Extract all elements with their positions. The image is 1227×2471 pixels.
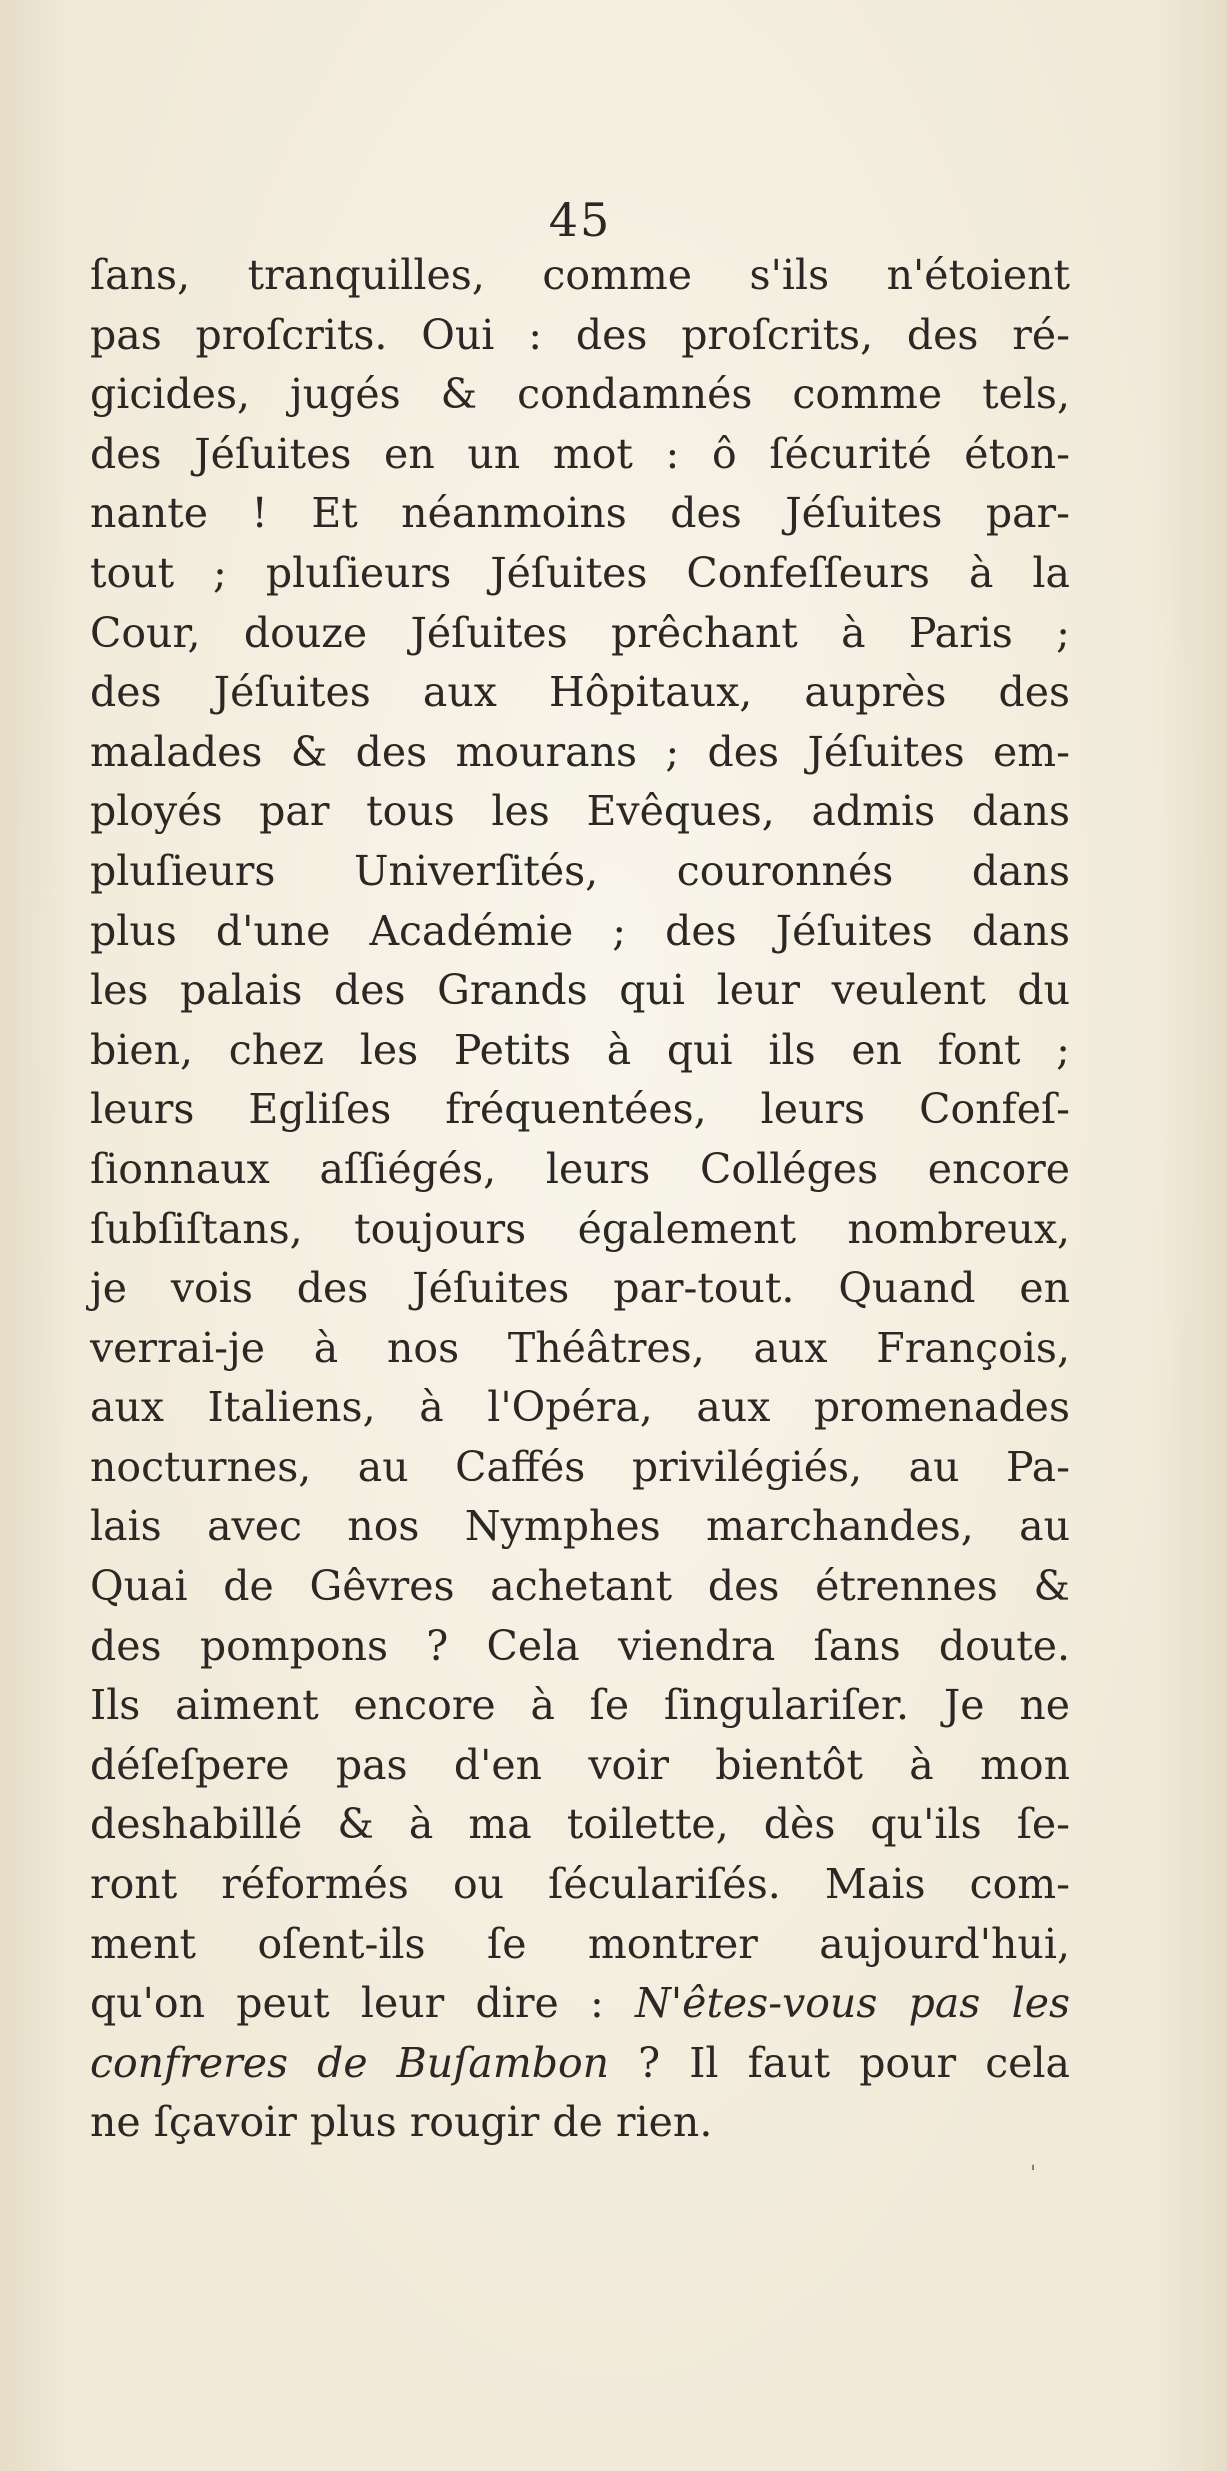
text-line-18: je vois des Jéſuites par-tout. Quand en [90, 1264, 1070, 1313]
printer-mark: ˌ [1030, 2148, 1037, 2173]
text-line-15: leurs Egliſes fréquentées, leurs Confeſ- [90, 1085, 1070, 1134]
text-line-10: ployés par tous les Evêques, admis dans [90, 787, 1070, 836]
text-line-26: déſeſpere pas d'en voir bientôt à mon [90, 1740, 1070, 1789]
text-line-30-italic: N'êtes-vous pas les [635, 1979, 1070, 2028]
text-line-31-italic: confreres de Buſambon [90, 2038, 610, 2087]
text-line-3: gicides, jugés & condamnés comme tels, [90, 370, 1070, 419]
body-text [90, 246, 1070, 2153]
text-line-30-roman: qu'on peut leur dire : [90, 1979, 636, 2028]
text-line-1: ſans, tranquilles, comme s'ils n'étoient [90, 251, 1070, 299]
text-line-5: nante ! Et néanmoins des Jéſuites par- [90, 489, 1070, 538]
text-line-23: Quai de Gêvres achetant des étrennes & [90, 1562, 1070, 1611]
text-line-8: des Jéſuites aux Hôpitaux, auprès des [90, 668, 1070, 717]
text-line-30 [90, 1974, 1070, 2034]
text-line-13: les palais des Grands qui leur veulent du [90, 966, 1070, 1015]
text-line-16: ſionnaux aſſiégés, leurs Colléges encore [90, 1144, 1070, 1193]
text-line-21: nocturnes, au Caffés privilégiés, au Pa- [90, 1442, 1070, 1491]
text-line-6: tout ; pluſieurs Jéſuites Confeſſeurs à la [90, 548, 1070, 597]
text-line-31-roman: ? Il faut pour cela [609, 2038, 1070, 2087]
text-line-11: pluſieurs Univerſités, couronnés dans [90, 846, 1070, 895]
text-line-7: Cour, douze Jéſuites prêchant à Paris ; [90, 608, 1070, 657]
text-line-24: des pompons ? Cela viendra ſans doute. [90, 1621, 1070, 1670]
text-line-29: ment oſent-ils ſe montrer aujourd'hui, [90, 1919, 1070, 1968]
text-line-22: lais avec nos Nymphes marchandes, au [90, 1502, 1070, 1551]
text-line-4: des Jéſuites en un mot : ô ſécurité éton- [90, 429, 1070, 478]
text-line-32: ne ſçavoir plus rougir de rien. [90, 2098, 713, 2147]
text-line-12: plus d'une Académie ; des Jéſuites dans [90, 906, 1070, 955]
text-line-9: malades & des mourans ; des Jéſuites em- [90, 727, 1070, 776]
text-line-19: verrai-je à nos Théâtres, aux François, [90, 1323, 1070, 1372]
text-line-17: ſubſiſtans, toujours également nombreux, [90, 1204, 1070, 1253]
text-line-31 [90, 2034, 1070, 2094]
text-line-25: Ils aiment encore à ſe ſingulariſer. Je ne [90, 1681, 1070, 1730]
text-line-28: ront réformés ou ſéculariſés. Mais com- [90, 1860, 1070, 1909]
text-line-14: bien, chez les Petits à qui ils en font ; [90, 1025, 1070, 1074]
text-line-27: deshabillé & à ma toilette, dès qu'ils ſe- [90, 1800, 1070, 1849]
text-line-20: aux Italiens, à l'Opéra, aux promenades [90, 1383, 1070, 1432]
text-line-2: pas proſcrits. Oui : des proſcrits, des ré- [90, 310, 1070, 359]
page-number: 45 [548, 193, 612, 247]
